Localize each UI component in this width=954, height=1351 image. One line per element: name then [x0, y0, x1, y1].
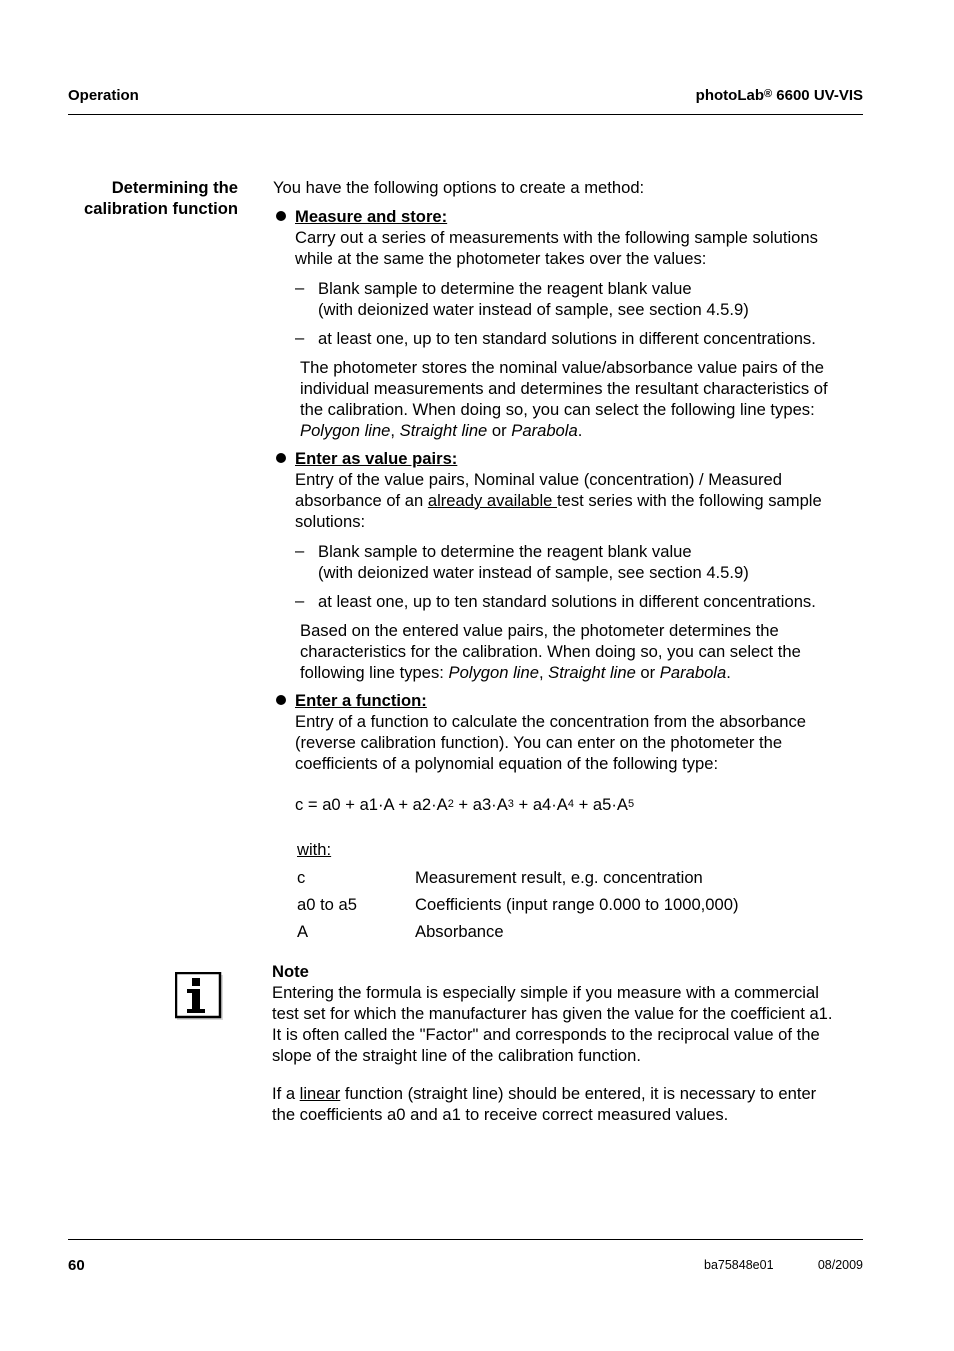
option-enter-function: Enter a function: Entry of a function to calculate the concentration from the absorbance (reverse calibration function). You can enter on the photometer the coefficients of a polynomial equation of the following type: [295, 691, 807, 773]
option2-paragraph: Based on the entered value pairs, the photometer determines the characteristics for the calibration. When doing so, you can select the following line types: Polygon line, Straight line or Parabola. [300, 621, 801, 682]
header-product-name: photoLab® 6600 UV-VIS [695, 87, 863, 104]
def-desc: Absorbance [415, 922, 504, 941]
option2-dash-item: at least one, up to ten standard solutions in different concentrations. [318, 592, 816, 611]
bullet-icon [276, 695, 286, 705]
def-term: A [297, 922, 309, 941]
formula: $c = a0 + a1\cdot A + a2\cdot A^2 + a3\cdot A^3 + a4\cdot A^4 + a5\cdot A^5$ [295, 795, 635, 814]
with-label: with: [297, 840, 332, 859]
intro-text: You have the following options to create a method: [273, 178, 645, 197]
bullet-icon [276, 453, 286, 463]
document-id: ba75848e01 [704, 1258, 774, 1272]
dash-icon: – [295, 328, 305, 347]
def-term: c [297, 868, 306, 887]
footer-divider [68, 1239, 863, 1240]
side-heading: Determining the calibration function [84, 178, 238, 218]
document-date: 08/2009 [817, 1258, 863, 1272]
option-value-pairs: Enter as value pairs: Entry of the value pairs, Nominal value (concentration) / Measured absorbance of an already available test series with the following sample solutions: [295, 449, 822, 531]
bullet-icon [276, 211, 286, 221]
option1-dash-item: at least one, up to ten standard solutions in different concentrations. [318, 329, 816, 348]
note-block: Note Entering the formula is especially simple if you measure with a commercial test set for which the manufacturer has given the value for the coefficient a1. It is often called the "Factor" and corresponds to the reciprocal value of the slope of the straight line of the calibration function. [272, 962, 833, 1065]
def-desc: Measurement result, e.g. concentration [415, 868, 703, 887]
def-desc: Coefficients (input range 0.000 to 1000,000) [415, 895, 739, 914]
option1-paragraph: The photometer stores the nominal value/absorbance value pairs of the individual measurements and determines the resultant characteristics of the calibration. When doing so, you can select the following line types: Polygon line, Straight line or Parabola. [300, 358, 828, 440]
header-divider [68, 114, 863, 115]
option2-dash-item: Blank sample to determine the reagent blank value (with deionized water instead of sample, see section 4.5.9) [318, 542, 749, 582]
dash-icon: – [295, 541, 305, 560]
option1-dash-item: Blank sample to determine the reagent blank value (with deionized water instead of sample, see section 4.5.9) [318, 279, 749, 319]
def-term: a0 to a5 [297, 895, 357, 914]
dash-icon: – [295, 278, 305, 297]
option-measure-store: Measure and store: Carry out a series of measurements with the following sample solutions while at the same the photometer takes over the values: [295, 207, 818, 268]
note-linear-paragraph: If a linear function (straight line) should be entered, it is necessary to enter the coefficients a0 and a1 to receive correct measured values. [272, 1084, 817, 1124]
info-icon [175, 972, 225, 1020]
dash-icon: – [295, 591, 305, 610]
header-section-title: Operation [68, 87, 139, 104]
page-number: 60 [68, 1257, 85, 1274]
